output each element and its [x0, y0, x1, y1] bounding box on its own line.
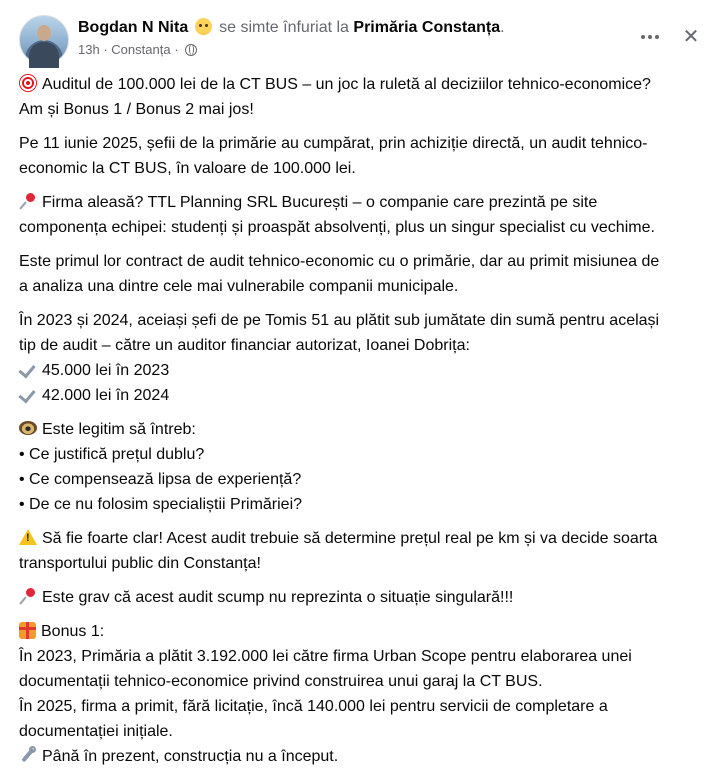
- post-text-line: [19, 190, 695, 215]
- post-paragraph: [19, 585, 695, 610]
- post-text: Auditul de 100.000 lei de la CT BUS – un joc la ruletă al deciziilor tehnico-economice?: [42, 76, 651, 93]
- post-text-line: [19, 526, 695, 551]
- post-text: transportului public din Constanța!: [19, 555, 261, 572]
- checklist-text: 42.000 lei în 2024: [42, 387, 170, 404]
- post-paragraph: [19, 249, 695, 299]
- post-text-line: [19, 308, 695, 333]
- author-name-link[interactable]: Bogdan N Nita: [78, 19, 189, 36]
- meta-separator-2: ·: [174, 42, 179, 57]
- post-header: [19, 13, 699, 63]
- more-dot: [648, 35, 652, 39]
- post-text: Este primul lor contract de audit tehnico-economic cu o primărie, dar au primit misiunea de: [19, 253, 660, 270]
- meta-separator: ·: [103, 42, 108, 57]
- post-text-line: [19, 619, 695, 644]
- post-text-line: [19, 492, 695, 517]
- post-text-line: [19, 249, 695, 274]
- post-text: documentației inițiale.: [19, 723, 173, 740]
- pin-icon: [19, 587, 37, 605]
- post-text: Să fie foarte clar! Acest audit trebuie să determine prețul real pe km și va decide soarta: [42, 530, 658, 547]
- post-text-line: [19, 274, 695, 299]
- post-text: Pe 11 iunie 2025, șefii de la primărie au cumpărat, prin achiziție directă, un audit tehnico-: [19, 135, 648, 152]
- post-text-line: [19, 442, 695, 467]
- post-paragraph: [19, 526, 695, 576]
- post-text: documentații tehnico-economice privind construirea unui garaj la CT BUS.: [19, 673, 543, 690]
- post-paragraph: [19, 190, 695, 240]
- close-icon[interactable]: ✕: [682, 26, 700, 48]
- post-text-line: [19, 97, 695, 122]
- avatar-body: [29, 42, 59, 68]
- check-mark-icon: [19, 360, 37, 378]
- post-text-line: [19, 644, 695, 669]
- post-text: În 2025, firma a primit, fără licitație, încă 140.000 lei pentru servicii de completare a: [19, 698, 608, 715]
- post-paragraph: [19, 131, 695, 181]
- post-paragraph: [19, 619, 695, 769]
- post-paragraph: [19, 72, 695, 122]
- post-text: În 2023, Primăria a plătit 3.192.000 lei către firma Urban Scope pentru elaborarea unei: [19, 648, 632, 665]
- post-text-line: [19, 669, 695, 694]
- post-text: • De ce nu folosim specialiștii Primăriei?: [19, 496, 303, 513]
- post-text-line: [19, 694, 695, 719]
- angry-face-icon: [195, 18, 212, 35]
- post-text: Am și Bonus 1 / Bonus 2 mai jos!: [19, 101, 254, 118]
- post-text: Până în prezent, construcția nu a început.: [42, 748, 339, 765]
- post-text: tip de audit – către un auditor financiar autorizat, Ioanei Dobrița:: [19, 337, 470, 354]
- post-text-line: [19, 467, 695, 492]
- post-text: Este legitim să întreb:: [42, 421, 196, 438]
- eye-icon: [19, 421, 37, 435]
- wrench-icon: [19, 746, 37, 764]
- globe-icon[interactable]: [185, 44, 197, 56]
- post-text: componența echipei: studenți și proaspăt absolvenți, plus un singur specialist cu vechime.: [19, 219, 655, 236]
- check-mark-icon: [19, 385, 37, 403]
- post-text-line: [19, 215, 695, 240]
- checklist-item: [19, 358, 695, 383]
- avatar-head: [37, 25, 51, 41]
- post-text-line: [19, 585, 695, 610]
- post-text-line: [19, 719, 695, 744]
- post-paragraph: [19, 417, 695, 517]
- post-text: a analiza una dintre cele mai vulnerabile companii municipale.: [19, 278, 459, 295]
- post-text-line: [19, 131, 695, 156]
- post-text: • Ce justifică prețul dublu?: [19, 446, 205, 463]
- checklist-item: [19, 383, 695, 408]
- post-text: economic la CT BUS, în valoare de 100.000 lei.: [19, 160, 356, 177]
- page-name-link[interactable]: Primăria Constanța: [353, 19, 501, 36]
- post-text-line: [19, 333, 695, 358]
- post-time-link[interactable]: 13h: [78, 42, 100, 57]
- post-text-line: [19, 156, 695, 181]
- more-dot: [655, 35, 659, 39]
- pin-icon: [19, 192, 37, 210]
- feeling-text: se simte înfuriat la: [219, 19, 349, 36]
- post-meta: [78, 41, 197, 59]
- post-text-line: [19, 417, 695, 442]
- more-options-icon[interactable]: [635, 25, 665, 49]
- post-location-link[interactable]: Constanța: [111, 42, 171, 57]
- post-paragraph: [19, 308, 695, 408]
- post-text-line: [19, 744, 695, 769]
- post-text: Firma aleasă? TTL Planning SRL București – o companie care prezintă pe site: [42, 194, 598, 211]
- target-icon: [19, 74, 37, 92]
- checklist-text: 45.000 lei în 2023: [42, 362, 170, 379]
- gift-icon: [19, 622, 36, 639]
- post-text-line: [19, 72, 695, 97]
- author-line: [78, 17, 505, 39]
- post-text: În 2023 și 2024, aceiași șefi de pe Tomis 51 au plătit sub jumătate din sumă pentru același: [19, 312, 660, 329]
- warning-icon: [19, 528, 37, 546]
- author-line-period: .: [500, 19, 505, 36]
- author-avatar[interactable]: [19, 15, 69, 65]
- post-text-line: [19, 551, 695, 576]
- post-body: [19, 72, 695, 778]
- more-dot: [641, 35, 645, 39]
- post-text: Este grav că acest audit scump nu reprezinta o situație singulară!!!: [42, 589, 514, 606]
- post-text: Bonus 1:: [41, 623, 105, 640]
- post-text: • Ce compensează lipsa de experiență?: [19, 471, 302, 488]
